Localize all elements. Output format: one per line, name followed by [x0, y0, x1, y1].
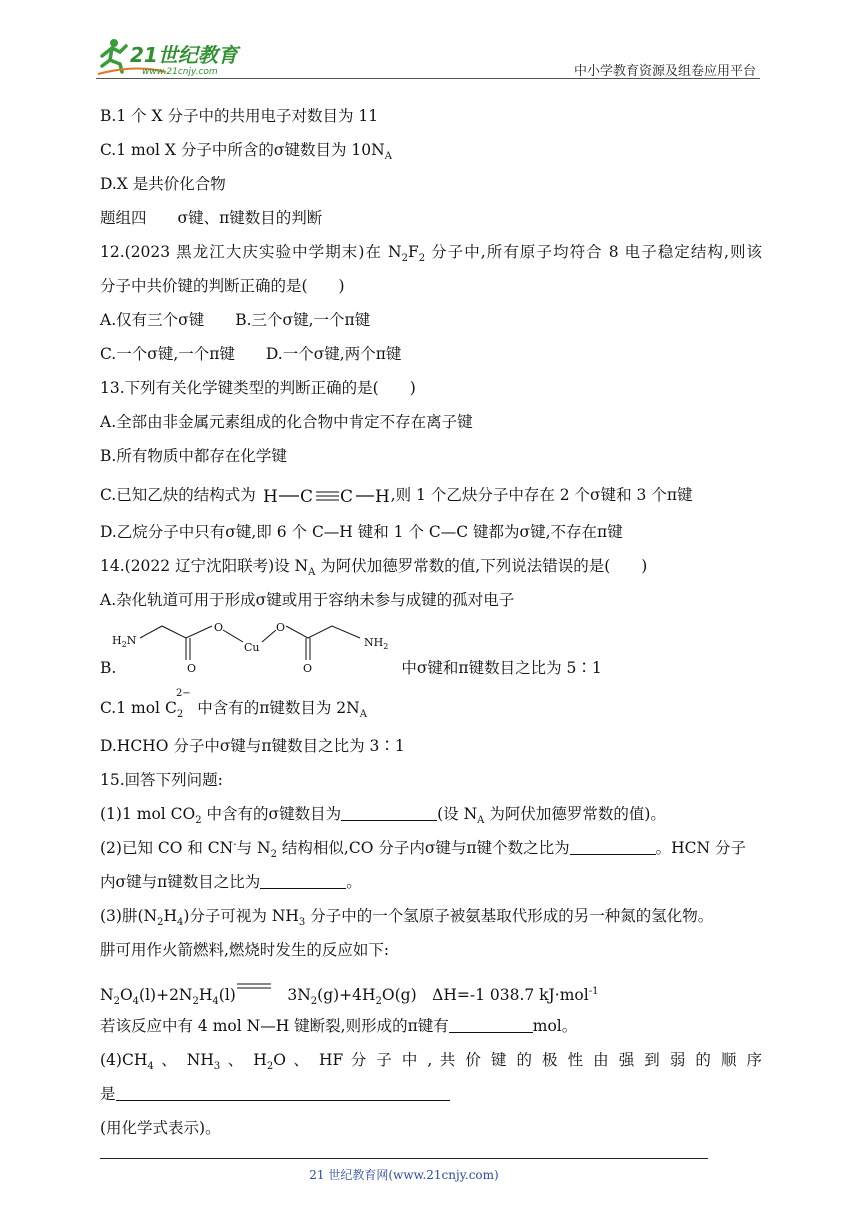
svg-text:O: O	[303, 662, 313, 675]
answer-blank-2[interactable]	[570, 838, 656, 855]
svg-text:H: H	[262, 487, 278, 507]
q15-part4-note: (用化学式表示)。	[100, 1119, 221, 1137]
svg-text:O: O	[276, 621, 286, 634]
footer-divider	[100, 1158, 708, 1159]
header-divider	[96, 78, 760, 79]
svg-text:NH2: $NH_2$	[364, 636, 389, 651]
q14-stem: 14.(2022 辽宁沈阳联考)设 $N_A$ 为阿伏加德罗常数的值,下列说法错误的是( )	[100, 557, 648, 579]
q15-part4-cont: 是	[100, 1084, 450, 1104]
q13-option-b: B.所有物质中都存在化学键	[100, 447, 287, 465]
q14-option-d: D.HCHO 分子中σ键与π键数目之比为 3∶1	[100, 737, 405, 755]
svg-text:Cu: Cu	[244, 641, 260, 654]
q15-part3: (3)肼$(N_2H_4)$分子可视为 $NH_3$ 分子中的一个氢原子被氨基取代形成的另一种氮的氢化物。	[100, 907, 714, 929]
q13-option-c: C.已知乙炔的结构式为 H C C H ,则 1 个乙炔分子中存在 2 个σ键和 3 个π键	[100, 486, 693, 507]
svg-text:C: C	[299, 487, 313, 507]
site-logo	[96, 34, 256, 78]
q12-options-cd: C.一个σ键,一个π键 D.一个σ键,两个π键	[100, 345, 402, 363]
q12-stem: 12.(2023 黑龙江大庆实验中学期末)在 $N_2F_2$ 分子中,所有原子均符合 8 电子稳定结构,则该	[100, 243, 763, 265]
q15-part4: $(4)CH_4$ 、 $NH_3$ 、 $H_2O$ 、 HF 分 子 中 , 共 价 键 的 极 性 由 强 到 弱 的 顺 序	[100, 1051, 763, 1073]
equals-sign	[236, 982, 272, 992]
q15-part1: (1)1 mol $CO_2$ 中含有的σ键数目为 (设 $N_A$ 为阿伏加德罗常数的值)。	[100, 805, 666, 827]
answer-blank-3[interactable]	[260, 872, 346, 889]
answer-blank-1[interactable]	[341, 804, 437, 821]
q11-option-b: B.1 个 X 分子中的共用电子对数目为 11	[100, 107, 379, 125]
answer-blank-4[interactable]	[449, 1016, 533, 1033]
svg-text:H: H	[374, 487, 390, 507]
section-heading: 题组四 σ键、π键数目的判断	[100, 209, 323, 227]
acetylene-structure	[261, 484, 391, 508]
q15-stem: 15.回答下列问题:	[100, 771, 223, 789]
q14-option-b: B. 中σ键和π键数目之比为 5∶1	[100, 659, 602, 677]
svg-text:H2N: $H_2N$	[112, 634, 137, 649]
q12-options-ab: A.仅有三个σ键 B.三个σ键,一个π键	[100, 311, 371, 329]
q15-part2: (2)已知 CO 和 CN-与 $N_2$ 结构相似,CO 分子内σ键与π键个数之比为 。HCN 分子	[100, 838, 746, 861]
q15-part2-cont: 内σ键与π键数目之比为 。	[100, 873, 362, 891]
svg-text:C: C	[339, 487, 353, 507]
answer-blank-5[interactable]	[116, 1084, 450, 1101]
reaction-equation: $N_2O_4(l)+2N_2H_4(l)$ $3N_2(g)+4H_2O(g)$ ΔH=-1 038.7 kJ·mol$^{-1}$	[100, 982, 598, 1005]
q12-stem-cont: 分子中共价键的判断正确的是( )	[100, 277, 345, 295]
platform-name: 中小学教育资源及组卷应用平台	[573, 64, 756, 79]
q14-option-a: A.杂化轨道可用于形成σ键或用于容纳未参与成键的孤对电子	[100, 591, 515, 609]
svg-text:O: O	[187, 662, 197, 675]
svg-text:O: O	[214, 621, 224, 634]
logo-url: www.21cnjy.com	[142, 67, 218, 77]
q11-option-c: C.1 mol X 分子中所含的σ键数目为 $10N_A$	[100, 141, 392, 163]
q11-option-d: D.X 是共价化合物	[100, 175, 226, 193]
c2-ion: $C_2$ 2−	[164, 688, 191, 721]
q14-option-c: C.1 mol $C_2$ 2− 中含有的π键数目为 $2N_A$	[100, 688, 367, 721]
q13-option-d: D.乙烷分子中只有σ键,即 6 个 C—H 键和 1 个 C—C 键都为σ键,不存在π键	[100, 523, 623, 541]
logo-text: 21世纪教育	[130, 43, 238, 67]
q15-part3-cont: 肼可用作火箭燃料,燃烧时发生的反应如下:	[100, 941, 390, 959]
q13-stem: 13.下列有关化学键类型的判断正确的是( )	[100, 379, 416, 397]
footer-text: 21 世纪教育网(www.21cnjy.com)	[309, 1168, 499, 1182]
q13-option-a: A.全部由非金属元素组成的化合物中肯定不存在离子键	[100, 413, 473, 431]
q15-part3-question: 若该反应中有 4 mol N—H 键断裂,则形成的π键有 mol。	[100, 1017, 578, 1035]
